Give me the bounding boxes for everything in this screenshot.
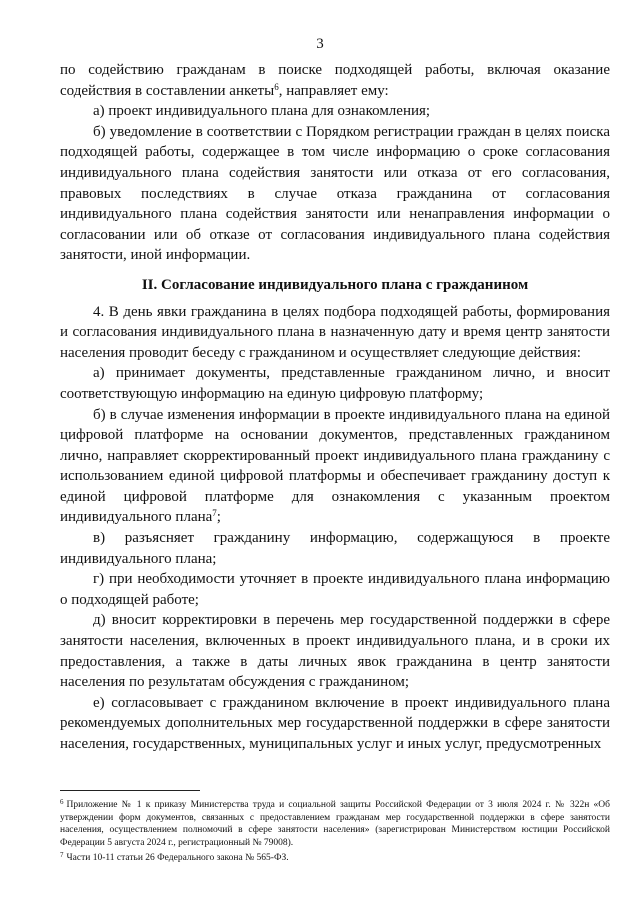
footnote-number: 7: [60, 851, 64, 860]
footnote-text: Части 10-11 статьи 26 Федерального закона № 565-ФЗ.: [66, 853, 289, 864]
footnote-number: 6: [60, 798, 64, 806]
paragraph-p-4d: [60, 610, 610, 692]
paragraph-p-4: [60, 302, 610, 364]
paragraph-p-4a: [60, 363, 610, 404]
paragraph-text: в) разъясняет гражданину информацию, содержащуюся в проекте индивидуального плана;: [60, 530, 610, 567]
footnote-ref: 6: [274, 81, 279, 92]
page-number: 3: [316, 36, 324, 52]
paragraph-text: б) уведомление в соответствии с Порядком регистрации граждан в целях поиска подходящей работы, содержащее в том числе информацию о сроке согласования индивидуального плана содействия занятости или отказа от его согласования, правовых последствиях в случае отказа гражданина от согласования индивидуального плана содействия занятости или ненаправления информации о согласовании или об отказе от согласования индивидуального плана содействия занятости, иной информации.: [60, 123, 610, 264]
footnote-separator: [60, 790, 200, 791]
paragraph-text: 4. В день явки гражданина в целях подбора подходящей работы, формирования и согласования индивидуального плана в назначенную дату и время центр занятости населения проводит беседу с гражданином и осуществляет следующие действия:: [60, 303, 610, 361]
paragraph-text: а) принимает документы, представленные гражданином лично, и вносит соответствующую информацию на единую цифровую платформу;: [60, 365, 610, 402]
paragraph-text: по содействию гражданам в поиске подходящей работы, включая оказание содействия в составлении анкеты: [60, 62, 610, 99]
paragraph-p-a: [60, 101, 610, 122]
footnote-ref: 7: [212, 508, 217, 519]
paragraph-p-4e: [60, 693, 610, 755]
footnote-7: [60, 849, 610, 865]
paragraph-p-4g: [60, 569, 610, 610]
paragraph-tail: ;: [216, 509, 221, 526]
paragraph-text: а) проект индивидуального плана для ознакомления;: [93, 103, 431, 120]
paragraph-p-4b: [60, 405, 610, 529]
paragraph-p-cont: [60, 60, 610, 101]
paragraph-text: д) вносит корректировки в перечень мер государственной поддержки в сфере занятости населения, включенных в проект индивидуального плана, и в сроки их предоставления, а также в даты личных явок гражданина в центр занятости населения по результатам обсуждения с гражданином;: [60, 612, 610, 691]
paragraph-text: е) согласовывает с гражданином включение в проект индивидуального плана рекомендуемых дополнительных мер государственной поддержки в сфере занятости населения, государственных, муниципальных услуг и иных услуг, предусмотренных: [60, 694, 610, 752]
paragraph-text: г) при необходимости уточняет в проекте индивидуального плана информацию о подходящей работе;: [60, 571, 610, 608]
paragraph-p-b: [60, 122, 610, 266]
section-heading: II. Согласование индивидуального плана с гражданином: [141, 276, 529, 293]
document-body: [60, 60, 610, 755]
paragraph-p-4v: [60, 528, 610, 569]
paragraph-text: б) в случае изменения информации в проекте индивидуального плана на единой цифровой платформе на основании документов, представленных гражданином лично, направляет скорректированный проект индивидуального плана гражданину с использованием единой цифровой платформы и обеспечивает гражданину доступ к единой цифровой платформе для ознакомления с указанным проектом индивидуального плана: [60, 406, 610, 526]
footnotes-block: [60, 796, 610, 865]
footnote-6: [60, 796, 610, 849]
footnote-text: Приложение № 1 к приказу Министерства труда и социальной защиты Российской Федерации от 3 июля 2024 г. № 322н «Об утверждении форм документов, связанных с предоставлением гражданам мер государственной поддержки в сфере занятости населения, осуществлением полномочий в сфере занятости населения» (зарегистрирован Министерством юстиции Российской Федерации 5 августа 2024 г., регистрационный № 79008).: [60, 800, 610, 848]
paragraph-tail: , направляет ему:: [278, 82, 389, 99]
